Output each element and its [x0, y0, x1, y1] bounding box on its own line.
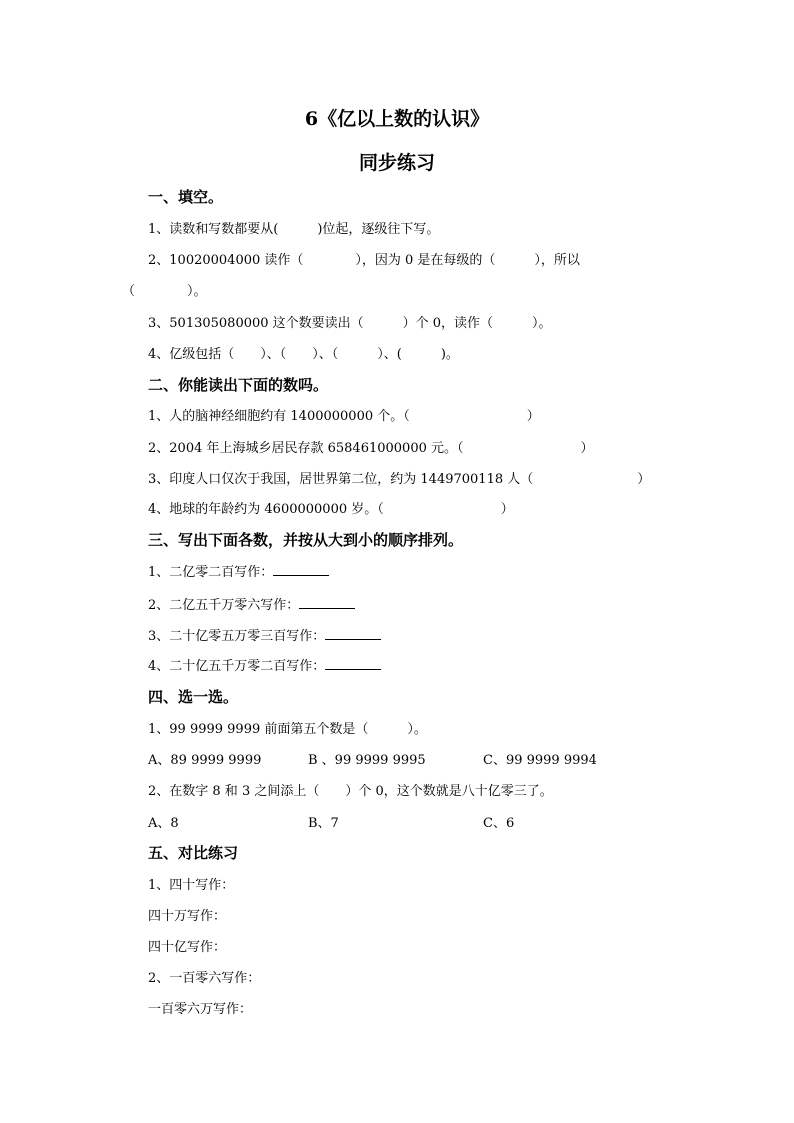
- s1-question-3: 3、501305080000 这个数要读出（ ）个 0，读作（ ）。: [148, 316, 552, 331]
- page-title: 6《亿以上数的认识》: [304, 108, 490, 130]
- s4-q2-option-b[interactable]: B、7: [308, 816, 339, 831]
- s5-line-3: 四十亿写作：: [148, 940, 227, 955]
- s5-line-5: 一百零六万写作：: [148, 1002, 253, 1017]
- s1-question-2-cont: （ ）。: [122, 284, 207, 299]
- s4-q2-option-a[interactable]: A、8: [148, 816, 179, 831]
- s5-line-4: 2、一百零六写作：: [148, 971, 261, 986]
- s3-question-1-text: 1、二亿零二百写作：: [148, 565, 274, 580]
- s1-question-4: 4、亿级包括（ ）、（ ）、（ ）、( )。: [148, 347, 459, 362]
- s3-question-3-text: 3、二十亿零五万零三百写作：: [148, 629, 326, 644]
- s3-question-2: [148, 594, 355, 613]
- s4-q2-option-c[interactable]: C、6: [483, 816, 515, 831]
- answer-blank[interactable]: [273, 563, 329, 576]
- answer-blank[interactable]: [299, 596, 355, 609]
- s5-line-1: 1、四十写作：: [148, 878, 235, 893]
- section-2-heading: 二、你能读出下面的数吗。: [148, 376, 329, 394]
- section-4-heading: 四、选一选。: [148, 688, 239, 706]
- s2-question-4: 4、地球的年龄约为 4600000000 岁。（ ）: [148, 502, 514, 517]
- s3-question-4: [148, 655, 381, 674]
- section-5-heading: 五、对比练习: [148, 844, 239, 862]
- s2-question-1: 1、人的脑神经细胞约有 1400000000 个。（ ）: [148, 409, 540, 424]
- s4-question-2: 2、在数字 8 和 3 之间添上（ ）个 0，这个数就是八十亿零三了。: [148, 784, 553, 799]
- s4-q1-option-b[interactable]: B 、99 9999 9995: [308, 753, 426, 768]
- s2-question-2: 2、2004 年上海城乡居民存款 658461000000 元。（ ）: [148, 441, 594, 456]
- s3-question-2-text: 2、二亿五千万零六写作：: [148, 598, 300, 613]
- s3-question-3: [148, 625, 381, 644]
- s2-question-3: 3、印度人口仅次于我国，居世界第二位，约为 1449700118 人（ ）: [148, 472, 651, 487]
- s1-question-1: 1、读数和写数都要从( )位起，逐级往下写。: [148, 222, 440, 237]
- page-subtitle: 同步练习: [358, 152, 435, 174]
- s3-question-4-text: 4、二十亿五千万零二百写作：: [148, 659, 326, 674]
- s4-question-1: 1、99 9999 9999 前面第五个数是（ ）。: [148, 722, 427, 737]
- s4-q1-option-c[interactable]: C、99 9999 9994: [483, 753, 597, 768]
- s4-q1-option-a[interactable]: A、89 9999 9999: [148, 753, 262, 768]
- section-1-heading: 一、填空。: [148, 188, 224, 206]
- answer-blank[interactable]: [325, 627, 381, 640]
- s1-question-2: 2、10020004000 读作（ ），因为 0 是在每级的（ ），所以: [148, 253, 580, 268]
- answer-blank[interactable]: [325, 657, 381, 670]
- s5-line-2: 四十万写作：: [148, 909, 227, 924]
- section-3-heading: 三、写出下面各数，并按从大到小的顺序排列。: [148, 531, 464, 549]
- s3-question-1: [148, 561, 329, 580]
